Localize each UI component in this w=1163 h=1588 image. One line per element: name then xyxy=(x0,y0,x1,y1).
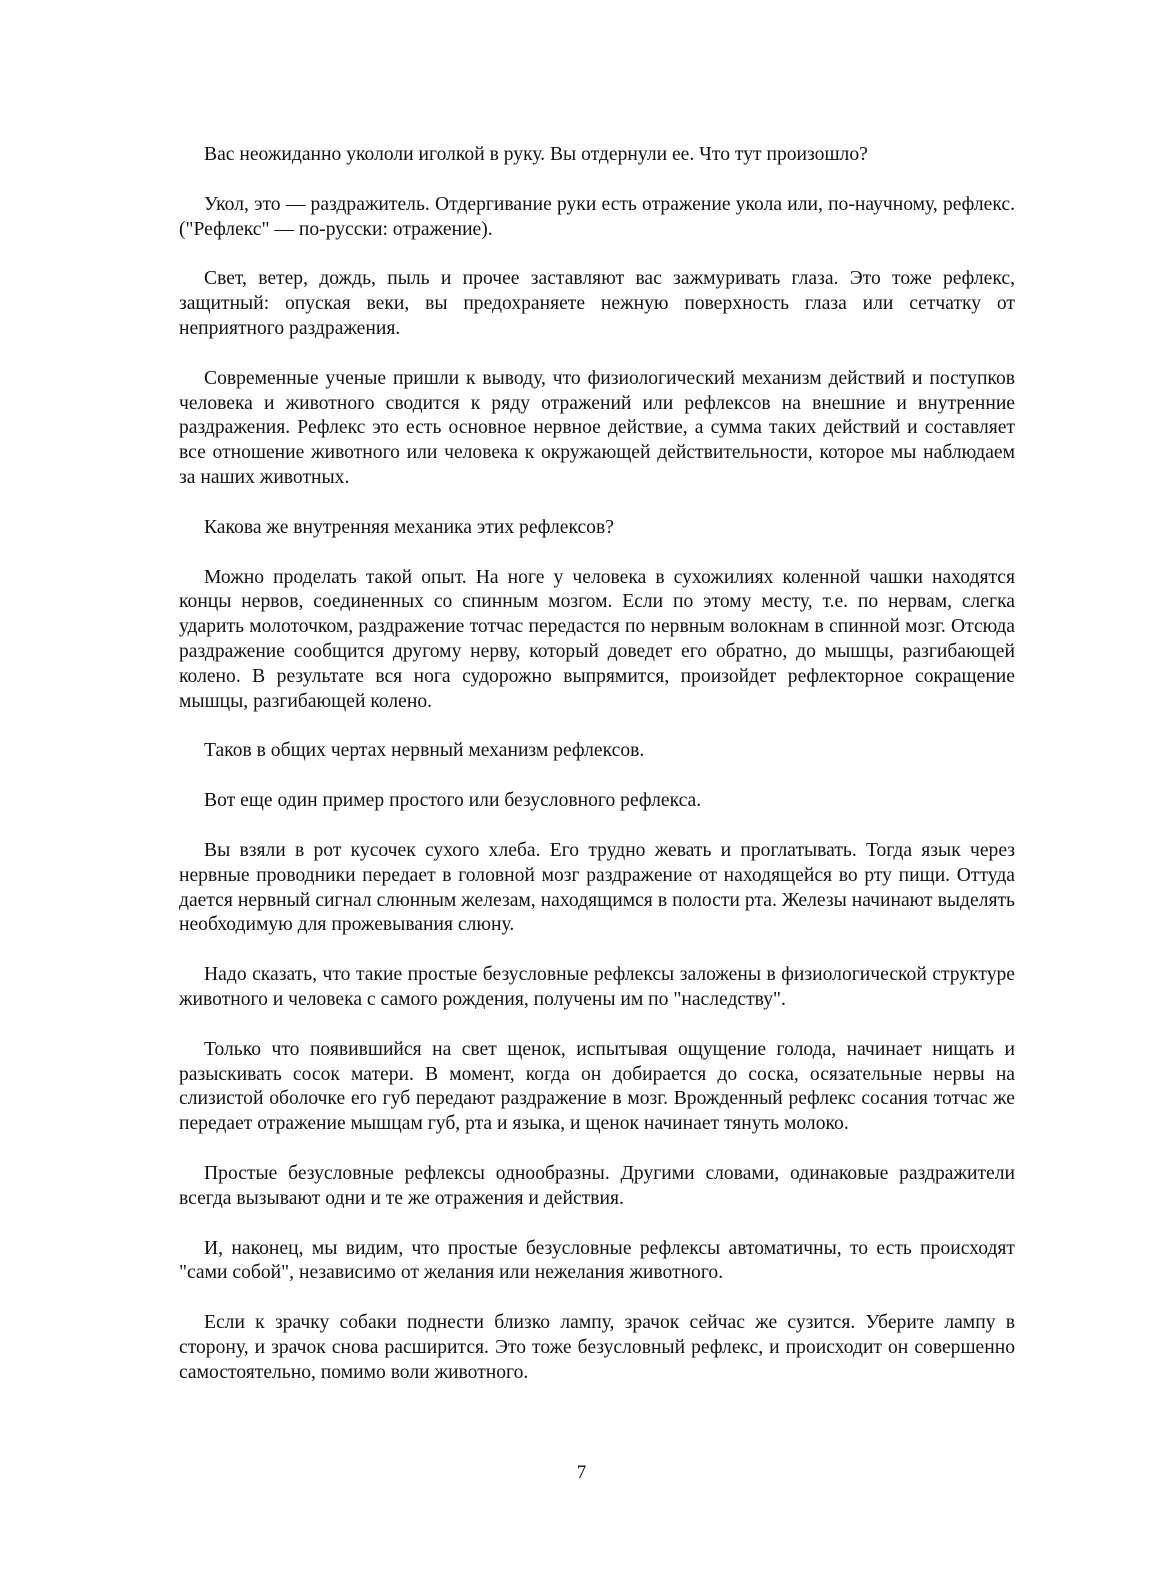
paragraph: Вот еще один пример простого или безусловного рефлекса. xyxy=(204,790,702,812)
paragraph: Современные ученые пришли к выводу, что физиологический механизм действий и поступков человека и животного сводится к ряду отражений или рефлексов на внешние и внутренние раздражения. Рефлекс это есть основное нервное действие, а сумма таких действий и составляет все отношение животного или человека к окружающей действительности, которое мы наблюдаем за наших животных. xyxy=(179,367,1015,488)
paragraph: Какова же внутренняя механика этих рефлексов? xyxy=(204,516,614,538)
paragraph: Таков в общих чертах нервный механизм рефлексов. xyxy=(204,740,645,762)
paragraph: Укол, это — раздражитель. Отдергивание руки есть отражение укола или, по-научному, рефлекс. ("Рефлекс" — по-русски: отражение). xyxy=(179,193,1015,240)
page-body xyxy=(179,143,1015,1410)
paragraph: Вас неожиданно укололи иголкой в руку. Вы отдернули ее. Что тут произошло? xyxy=(204,144,868,165)
paragraph: Вы взяли в рот кусочек сухого хлеба. Его трудно жевать и проглатывать. Тогда язык через нервные проводники передает в головной мозг раздражение от находящейся во рту пищи. Оттуда дается нервный сигнал слюнным железам, находящимся в полости рта. Железы начинают выделять необходимую для прожевывания слюну. xyxy=(179,839,1015,936)
paragraph: Надо сказать, что такие простые безусловные рефлексы заложены в физиологической структуре животного и человека с самого рождения, получены им по "наследству". xyxy=(179,964,1015,1010)
paragraph: Только что появившийся на свет щенок, испытывая ощущение голода, начинает нищать и разыскивать сосок матери. В момент, когда он добирается до соска, осязательные нервы на слизистой оболочке его губ передают раздражение в мозг. Врожденный рефлекс сосания тотчас же передает отражение мышцам губ, рта и языка, и щенок начинает тянуть молоко. xyxy=(179,1038,1015,1135)
page-number: 7 xyxy=(576,1462,587,1483)
paragraph: Простые безусловные рефлексы однообразны. Другими словами, одинаковые раздражители всегда вызывают одни и те же отражения и действия. xyxy=(179,1162,1015,1209)
paragraph: И, наконец, мы видим, что простые безусловные рефлексы автоматичны, то есть происходят "сами собой", независимо от желания или нежелания животного. xyxy=(179,1237,1015,1284)
paragraph: Если к зрачку собаки поднести близко лампу, зрачок сейчас же сузится. Уберите лампу в сторону, и зрачок снова расширится. Это тоже безусловный рефлекс, и происходит он совершенно самостоятельно, помимо воли животного. xyxy=(179,1312,1015,1383)
paragraph: Свет, ветер, дождь, пыль и прочее заставляют вас зажмуривать глаза. Это тоже рефлекс, защитный: опуская веки, вы предохраняете нежную поверхность глаза или сетчатку от неприятного раздражения. xyxy=(179,268,1015,339)
paragraph: Можно проделать такой опыт. На ноге у человека в сухожилиях коленной чашки находятся концы нервов, соединенных со спинным мозгом. Если по этому месту, т.е. по нервам, слегка ударить молоточком, раздражение тотчас передастся по нервным волокнам в спинной мозг. Отсюда раздражение сообщится другому нерву, который доведет его обратно, до мышцы, разгибающей колено. В результате вся нога судорожно выпрямится, произойдет рефлекторное сокращение мышцы, разгибающей колено. xyxy=(179,566,1015,712)
